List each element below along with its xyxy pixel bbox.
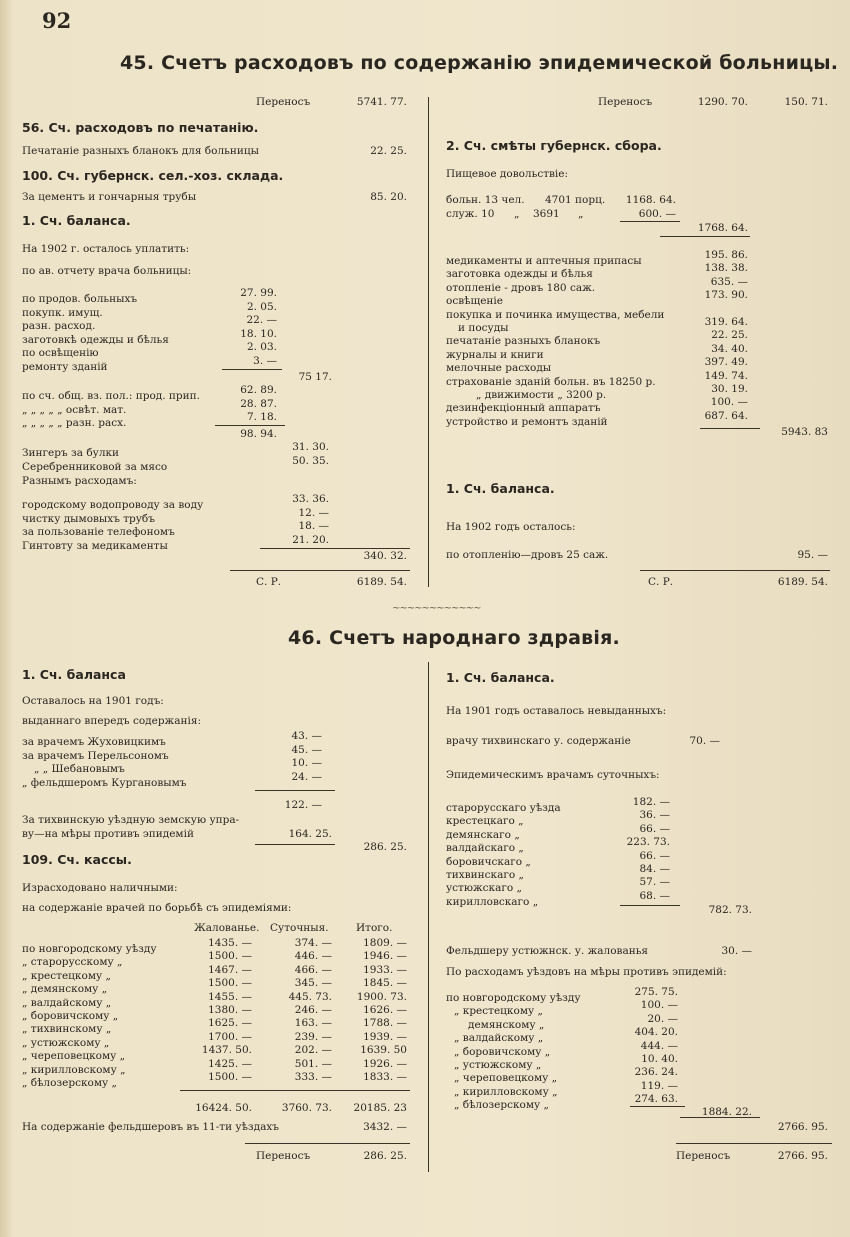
column-divider (428, 97, 429, 587)
list-item: кирилловскаго „ 68. — (446, 889, 670, 908)
rule (260, 548, 410, 549)
rule (660, 236, 750, 237)
doctors-table (22, 937, 407, 1089)
list-item: демянскому „ 20. — (468, 1012, 678, 1031)
list-item: журналы и книги 34. 40. (446, 342, 748, 361)
page-number: 92 (42, 8, 72, 33)
list-item: „ валдайскому „ 404. 20. (454, 1026, 678, 1045)
list-item: по новгородскому уѣзду 275. 75. (446, 986, 678, 1004)
carry-label: Переносъ (598, 96, 653, 108)
carry-value: 286. 25. (363, 1150, 407, 1162)
section-separator: ~~~~~~~~~~~~ (392, 603, 481, 614)
list-item: медикаменты и аптечныя припасы 195. 86. (446, 249, 748, 267)
heading-balance: 1. Сч. баланса (22, 667, 126, 682)
list-item: „ крестецкому „ 100. — (454, 999, 678, 1018)
list-item: боровичскаго „ 66. — (446, 849, 670, 868)
carry-value-2: 150. 71. (784, 96, 828, 108)
carry-value: 2766. 95. (777, 1150, 828, 1162)
total-salary: 16424. 50. (195, 1102, 252, 1114)
subtotal-3: 340. 32. (363, 550, 407, 562)
items-group-3 (22, 441, 329, 473)
epi-subtotal: 782. 73. (708, 904, 752, 916)
doctor-label: врачу тихвинскаго у. содержаніе (446, 735, 631, 747)
list-item: „ череповецкому „ 236. 24. (454, 1066, 678, 1085)
measures-subtotal: 1884. 22. (701, 1106, 752, 1118)
rule (620, 221, 680, 222)
uprava-line-1: За тихвинскую уѣздную земскую упра- (22, 814, 240, 826)
carry-label: Переносъ (676, 1150, 731, 1162)
list-item: „ устюжскому „ 10. 40. (454, 1052, 678, 1071)
balance-intro: На 1902 г. осталось уплатить: (22, 243, 190, 255)
balance-label: по отопленію—дровъ 25 саж. (446, 549, 609, 561)
column-divider (428, 662, 429, 1172)
rule (676, 1143, 832, 1144)
uprava-line-2: ву—на мѣры противъ эпидемій (22, 828, 194, 840)
rule (230, 570, 410, 571)
list-item: заготовка одежды и бѣлья 138. 38. (446, 262, 748, 281)
total-label: С. Р. (648, 576, 674, 588)
list-item: „ „ „ „ „ разн. расх. 7. 18. (22, 411, 277, 429)
rule (255, 844, 335, 845)
balance-intro: На 1902 годъ осталось: (446, 521, 576, 533)
list-item: „ „ „ „ „ освѣт. мат. 28. 87. (22, 397, 277, 416)
list-item: ремонту зданій 3. — (22, 354, 277, 373)
carry-label: Переносъ (256, 96, 311, 108)
table-row: „ бѣлозерскому „ 1500. — 333. — 1833. — (22, 1070, 407, 1089)
list-item: за пользованіе телефономъ 18. — (22, 520, 329, 538)
items-list (446, 249, 748, 428)
total-value: 6189. 54. (356, 576, 407, 588)
rule (222, 369, 282, 370)
list-item: „ бѣлозерскому „ 274. 63. (454, 1093, 678, 1112)
list-item: за врачемъ Жуховицкимъ 43. — (22, 730, 322, 748)
items-group-2 (22, 384, 277, 429)
rule (215, 425, 285, 426)
heading-balance: 1. Сч. баланса. (446, 670, 555, 685)
food-row-b: 4701 порц. (545, 194, 606, 206)
feldsher-value: 3432. — (363, 1121, 407, 1133)
food-row-a: больн. 13 чел. (446, 194, 525, 206)
table-row: „ кирилловскому „ 1425. — 501. — 1926. — (22, 1057, 407, 1076)
list-item: и посуды 319. 64. (458, 315, 748, 334)
list-item: по продов. больныхъ 27. 99. (22, 287, 277, 305)
subtotal-2: 98. 94. (240, 428, 277, 440)
rule (700, 428, 760, 429)
subtotal: 5943. 83 (781, 426, 828, 438)
list-item: покупк. имущ. 2. 05. (22, 300, 277, 319)
table-row: по новгородскому уѣзду 1435. — 374. — 1809. — (22, 937, 407, 955)
heading-balance: 1. Сч. баланса. (446, 481, 555, 496)
table-row: „ старорусскому „ 1500. — 446. — 1946. — (22, 950, 407, 969)
list-item: „ движимости „ 3200 р. 30. 19. (476, 382, 748, 401)
list-item: демянскаго „ 66. — (446, 822, 670, 841)
list-item: „ фельдшеромъ Кургановымъ 24. — (22, 770, 322, 789)
heading-100: 100. Сч. губернск. сел.-хоз. склада. (22, 168, 284, 183)
intro-2: выданнаго впередъ содержанія: (22, 715, 201, 727)
ditto-mark: „ (578, 208, 584, 220)
rule (245, 1143, 410, 1144)
list-item: мелочные расходы 397. 49. (446, 356, 748, 375)
list-item: освѣщеніе 173. 90. (446, 289, 748, 308)
table-row: „ валдайскому „ 1455. — 445. 73. 1900. 73. (22, 990, 407, 1009)
table-row: „ устюжскому „ 1700. — 239. — 1939. — (22, 1030, 407, 1049)
heading-2: 2. Сч. смѣты губернск. сбора. (446, 138, 662, 153)
column-header: Итого. (356, 922, 393, 934)
column-header: Жалованье. (194, 922, 260, 934)
column-header: Суточныя. (270, 922, 329, 934)
carry-value-1: 1290. 70. (697, 96, 748, 108)
feldsher-value: 30. — (721, 945, 752, 957)
carry-label: Переносъ (256, 1150, 311, 1162)
list-item: устюжскаго „ 57. — (446, 876, 670, 895)
subtotal-1: 122. — (284, 799, 322, 811)
balance-intro-2: по ав. отчету врача больницы: (22, 265, 192, 277)
list-item: печатаніе разныхъ бланокъ 22. 25. (446, 329, 748, 348)
list-item: за врачемъ Перельсономъ 45. — (22, 743, 322, 762)
list-item: тихвинскаго „ 84. — (446, 862, 670, 881)
food-heading: Пищевое довольствіе: (446, 168, 569, 180)
misc-heading: Разнымъ расходамъ: (22, 475, 137, 487)
measures-heading: По расходамъ уѣздовъ на мѣры противъ эпидемій: (446, 966, 727, 978)
rule (620, 905, 680, 906)
list-item: чистку дымовыхъ трубъ 12. — (22, 506, 329, 525)
list-item: разн. расход. 22. — (22, 314, 277, 332)
list-item: Гинтовту за медикаменты 21. 20. (22, 533, 329, 552)
heading-balance: 1. Сч. баланса. (22, 213, 131, 228)
list-item: Зингеръ за булки 31. 30. (22, 441, 329, 459)
print-label: Печатаніе разныхъ бланокъ для больницы (22, 145, 259, 157)
uprava-value: 164. 25. (288, 828, 332, 840)
doctor-value: 70. — (689, 735, 720, 747)
food-row-value: 1168. 64. (625, 194, 676, 206)
balance-value: 95. — (797, 549, 828, 561)
list-item: городскому водопроводу за воду 33. 36. (22, 493, 329, 511)
table-row: „ тихвинскому „ 1625. — 163. — 1788. — (22, 1017, 407, 1036)
cash-intro: Израсходовано наличными: (22, 882, 178, 894)
list-item: валдайскаго „ 223. 73. (446, 836, 670, 855)
rule (640, 570, 830, 571)
subtotal-2: 286. 25. (363, 841, 407, 853)
cash-intro-2: на содержаніе врачей по борьбѣ съ эпидеміями: (22, 902, 292, 914)
list-item: по освѣщенію 2. 03. (22, 341, 277, 359)
list-item: покупка и починка имущества, мебели (446, 308, 665, 321)
list-item: „ кирилловскому „ 119. — (454, 1079, 678, 1098)
rule (680, 1117, 760, 1118)
food-row-a: служ. 10 (446, 208, 495, 220)
list-item: „ боровичскому „ 444. — (454, 1039, 678, 1058)
cement-value: 85. 20. (370, 191, 407, 203)
total-label: С. Р. (256, 576, 282, 588)
ditto-mark: „ (514, 208, 520, 220)
list-item: заготовкѣ одежды и бѣлья 18. 10. (22, 327, 277, 346)
advance-list (22, 730, 322, 789)
table-row: „ демянскому „ 1500. — 345. — 1845. — (22, 977, 407, 996)
measures-list (446, 986, 678, 1112)
table-row: „ череповецкому „ 1437. 50. 202. — 1639. 50 (22, 1044, 407, 1063)
table-row: „ крестецкому „ 1467. — 466. — 1933. — (22, 963, 407, 982)
list-item: по сч. общ. вз. пол.: прод. прип. 62. 89. (22, 384, 277, 402)
intro: Оставалось на 1901 годъ: (22, 695, 164, 707)
feldsher-label: Фельдшеру устюжнск. у. жалованья (446, 945, 649, 957)
section-46-title: 46. Счетъ народнаго здравія. (288, 627, 620, 649)
epi-heading: Эпидемическимъ врачамъ суточныхъ: (446, 769, 660, 781)
table-row: „ боровичскому „ 1380. — 246. — 1626. — (22, 1003, 407, 1022)
subtotal-1: 75 17. (298, 371, 332, 383)
items-group-4 (22, 493, 329, 552)
list-item: крестецкаго „ 36. — (446, 809, 670, 828)
rule (630, 1106, 685, 1107)
list-item: устройство и ремонтъ зданій 687. 64. (446, 409, 748, 428)
rule (180, 1090, 410, 1091)
intro: На 1901 годъ оставалось невыданныхъ: (446, 705, 667, 717)
print-value: 22. 25. (370, 145, 407, 157)
list-item: старорусскаго уѣзда 182. — (446, 796, 670, 814)
cement-label: За цементъ и гончарныя трубы (22, 191, 197, 203)
heading-109: 109. Сч. кассы. (22, 852, 132, 867)
feldsher-label: На содержаніе фельдшеровъ въ 11-ти уѣздахъ (22, 1121, 279, 1133)
heading-56: 56. Сч. расходовъ по печатанію. (22, 120, 259, 135)
list-item: „ „ Шебановымъ 10. — (34, 757, 322, 775)
food-row-b: 3691 (533, 208, 560, 220)
epi-list (446, 796, 670, 908)
subtotal: 2766. 95. (777, 1121, 828, 1133)
total-per-diem: 3760. 73. (281, 1102, 332, 1114)
food-subtotal: 1768. 64. (697, 222, 748, 234)
rule (255, 790, 335, 791)
food-row-value: 600. — (638, 208, 676, 220)
list-item: страхованіе зданій больн. въ 18250 р. 149. 74. (446, 369, 748, 388)
list-item: Серебренниковой за мясо 50. 35. (22, 454, 329, 473)
section-45-title: 45. Счетъ расходовъ по содержанію эпидемической больницы. (120, 52, 839, 74)
list-item: дезинфекціонный аппаратъ 100. — (446, 396, 748, 415)
list-item: отопленіе - дровъ 180 саж. 635. — (446, 275, 748, 294)
total-sum: 20185. 23 (353, 1102, 407, 1114)
carry-value: 5741. 77. (356, 96, 407, 108)
total-value: 6189. 54. (777, 576, 828, 588)
items-group-1 (22, 287, 277, 373)
